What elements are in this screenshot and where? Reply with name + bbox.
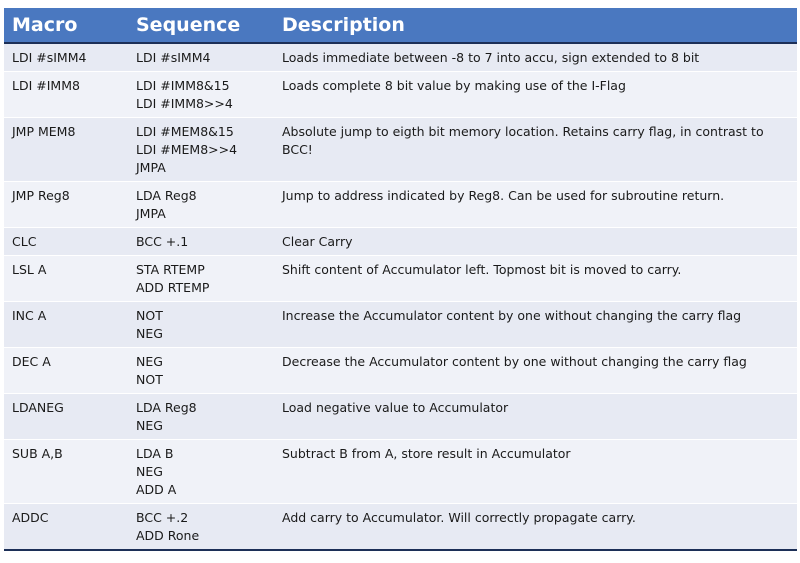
description-cell: Subtract B from A, store result in Accumulator — [274, 440, 797, 504]
macro-cell: LSL A — [4, 256, 128, 302]
table-row — [4, 394, 797, 440]
description-cell: Increase the Accumulator content by one without changing the carry flag — [274, 302, 797, 348]
header-description: Description — [274, 8, 797, 43]
sequence-cell — [128, 228, 274, 256]
header-sequence: Sequence — [128, 8, 274, 43]
description-cell: Loads complete 8 bit value by making use of the I-Flag — [274, 72, 797, 118]
macro-cell: SUB A,B — [4, 440, 128, 504]
sequence-line: BCC +.1 — [136, 234, 189, 249]
macro-cell: CLC — [4, 228, 128, 256]
sequence-cell — [128, 256, 274, 302]
table-row — [4, 440, 797, 504]
description-cell: Loads immediate between -8 to 7 into accu, sign extended to 8 bit — [274, 43, 797, 72]
sequence-line: LDI #IMM8&15 — [136, 78, 230, 93]
sequence-line: LDI #IMM8>>4 — [136, 96, 233, 111]
table-header-row — [4, 8, 797, 43]
sequence-line: NOT — [136, 372, 163, 387]
sequence-line: STA RTEMP — [136, 262, 205, 277]
sequence-line: NEG — [136, 418, 163, 433]
table-row — [4, 182, 797, 228]
macro-cell: JMP MEM8 — [4, 118, 128, 182]
table-row — [4, 118, 797, 182]
table-row — [4, 348, 797, 394]
sequence-line: BCC +.2 — [136, 510, 189, 525]
sequence-cell — [128, 182, 274, 228]
sequence-cell — [128, 118, 274, 182]
description-cell: Absolute jump to eigth bit memory location. Retains carry flag, in contrast to BCC! — [274, 118, 797, 182]
table-body — [4, 43, 797, 550]
sequence-cell — [128, 72, 274, 118]
description-cell: Clear Carry — [274, 228, 797, 256]
sequence-line: LDI #MEM8>>4 — [136, 142, 238, 157]
description-cell: Jump to address indicated by Reg8. Can be used for subroutine return. — [274, 182, 797, 228]
sequence-line: LDA Reg8 — [136, 400, 197, 415]
macro-cell: JMP Reg8 — [4, 182, 128, 228]
macro-cell: LDI #sIMM4 — [4, 43, 128, 72]
sequence-line: NOT — [136, 308, 163, 323]
sequence-cell — [128, 504, 274, 551]
macro-cell: INC A — [4, 302, 128, 348]
macro-table-container — [4, 8, 797, 551]
sequence-cell — [128, 440, 274, 504]
sequence-line: NEG — [136, 354, 163, 369]
macro-cell: LDANEG — [4, 394, 128, 440]
macro-cell: LDI #IMM8 — [4, 72, 128, 118]
sequence-cell — [128, 348, 274, 394]
sequence-line: NEG — [136, 464, 163, 479]
sequence-cell — [128, 302, 274, 348]
table-row — [4, 228, 797, 256]
sequence-line: LDA Reg8 — [136, 188, 197, 203]
macro-table — [4, 8, 797, 551]
description-cell: Shift content of Accumulator left. Topmost bit is moved to carry. — [274, 256, 797, 302]
description-cell: Add carry to Accumulator. Will correctly propagate carry. — [274, 504, 797, 551]
table-row — [4, 43, 797, 72]
sequence-cell — [128, 394, 274, 440]
sequence-line: ADD RTEMP — [136, 280, 210, 295]
sequence-line: LDA B — [136, 446, 174, 461]
sequence-line: LDI #sIMM4 — [136, 50, 211, 65]
sequence-line: ADD A — [136, 482, 177, 497]
sequence-line: JMPA — [136, 160, 166, 175]
header-macro: Macro — [4, 8, 128, 43]
sequence-line: ADD Rone — [136, 528, 200, 543]
description-cell: Decrease the Accumulator content by one without changing the carry flag — [274, 348, 797, 394]
table-row — [4, 72, 797, 118]
macro-cell: ADDC — [4, 504, 128, 551]
sequence-line: JMPA — [136, 206, 166, 221]
sequence-cell — [128, 43, 274, 72]
table-row — [4, 302, 797, 348]
table-row — [4, 504, 797, 551]
sequence-line: NEG — [136, 326, 163, 341]
sequence-line: LDI #MEM8&15 — [136, 124, 234, 139]
table-row — [4, 256, 797, 302]
macro-cell: DEC A — [4, 348, 128, 394]
description-cell: Load negative value to Accumulator — [274, 394, 797, 440]
